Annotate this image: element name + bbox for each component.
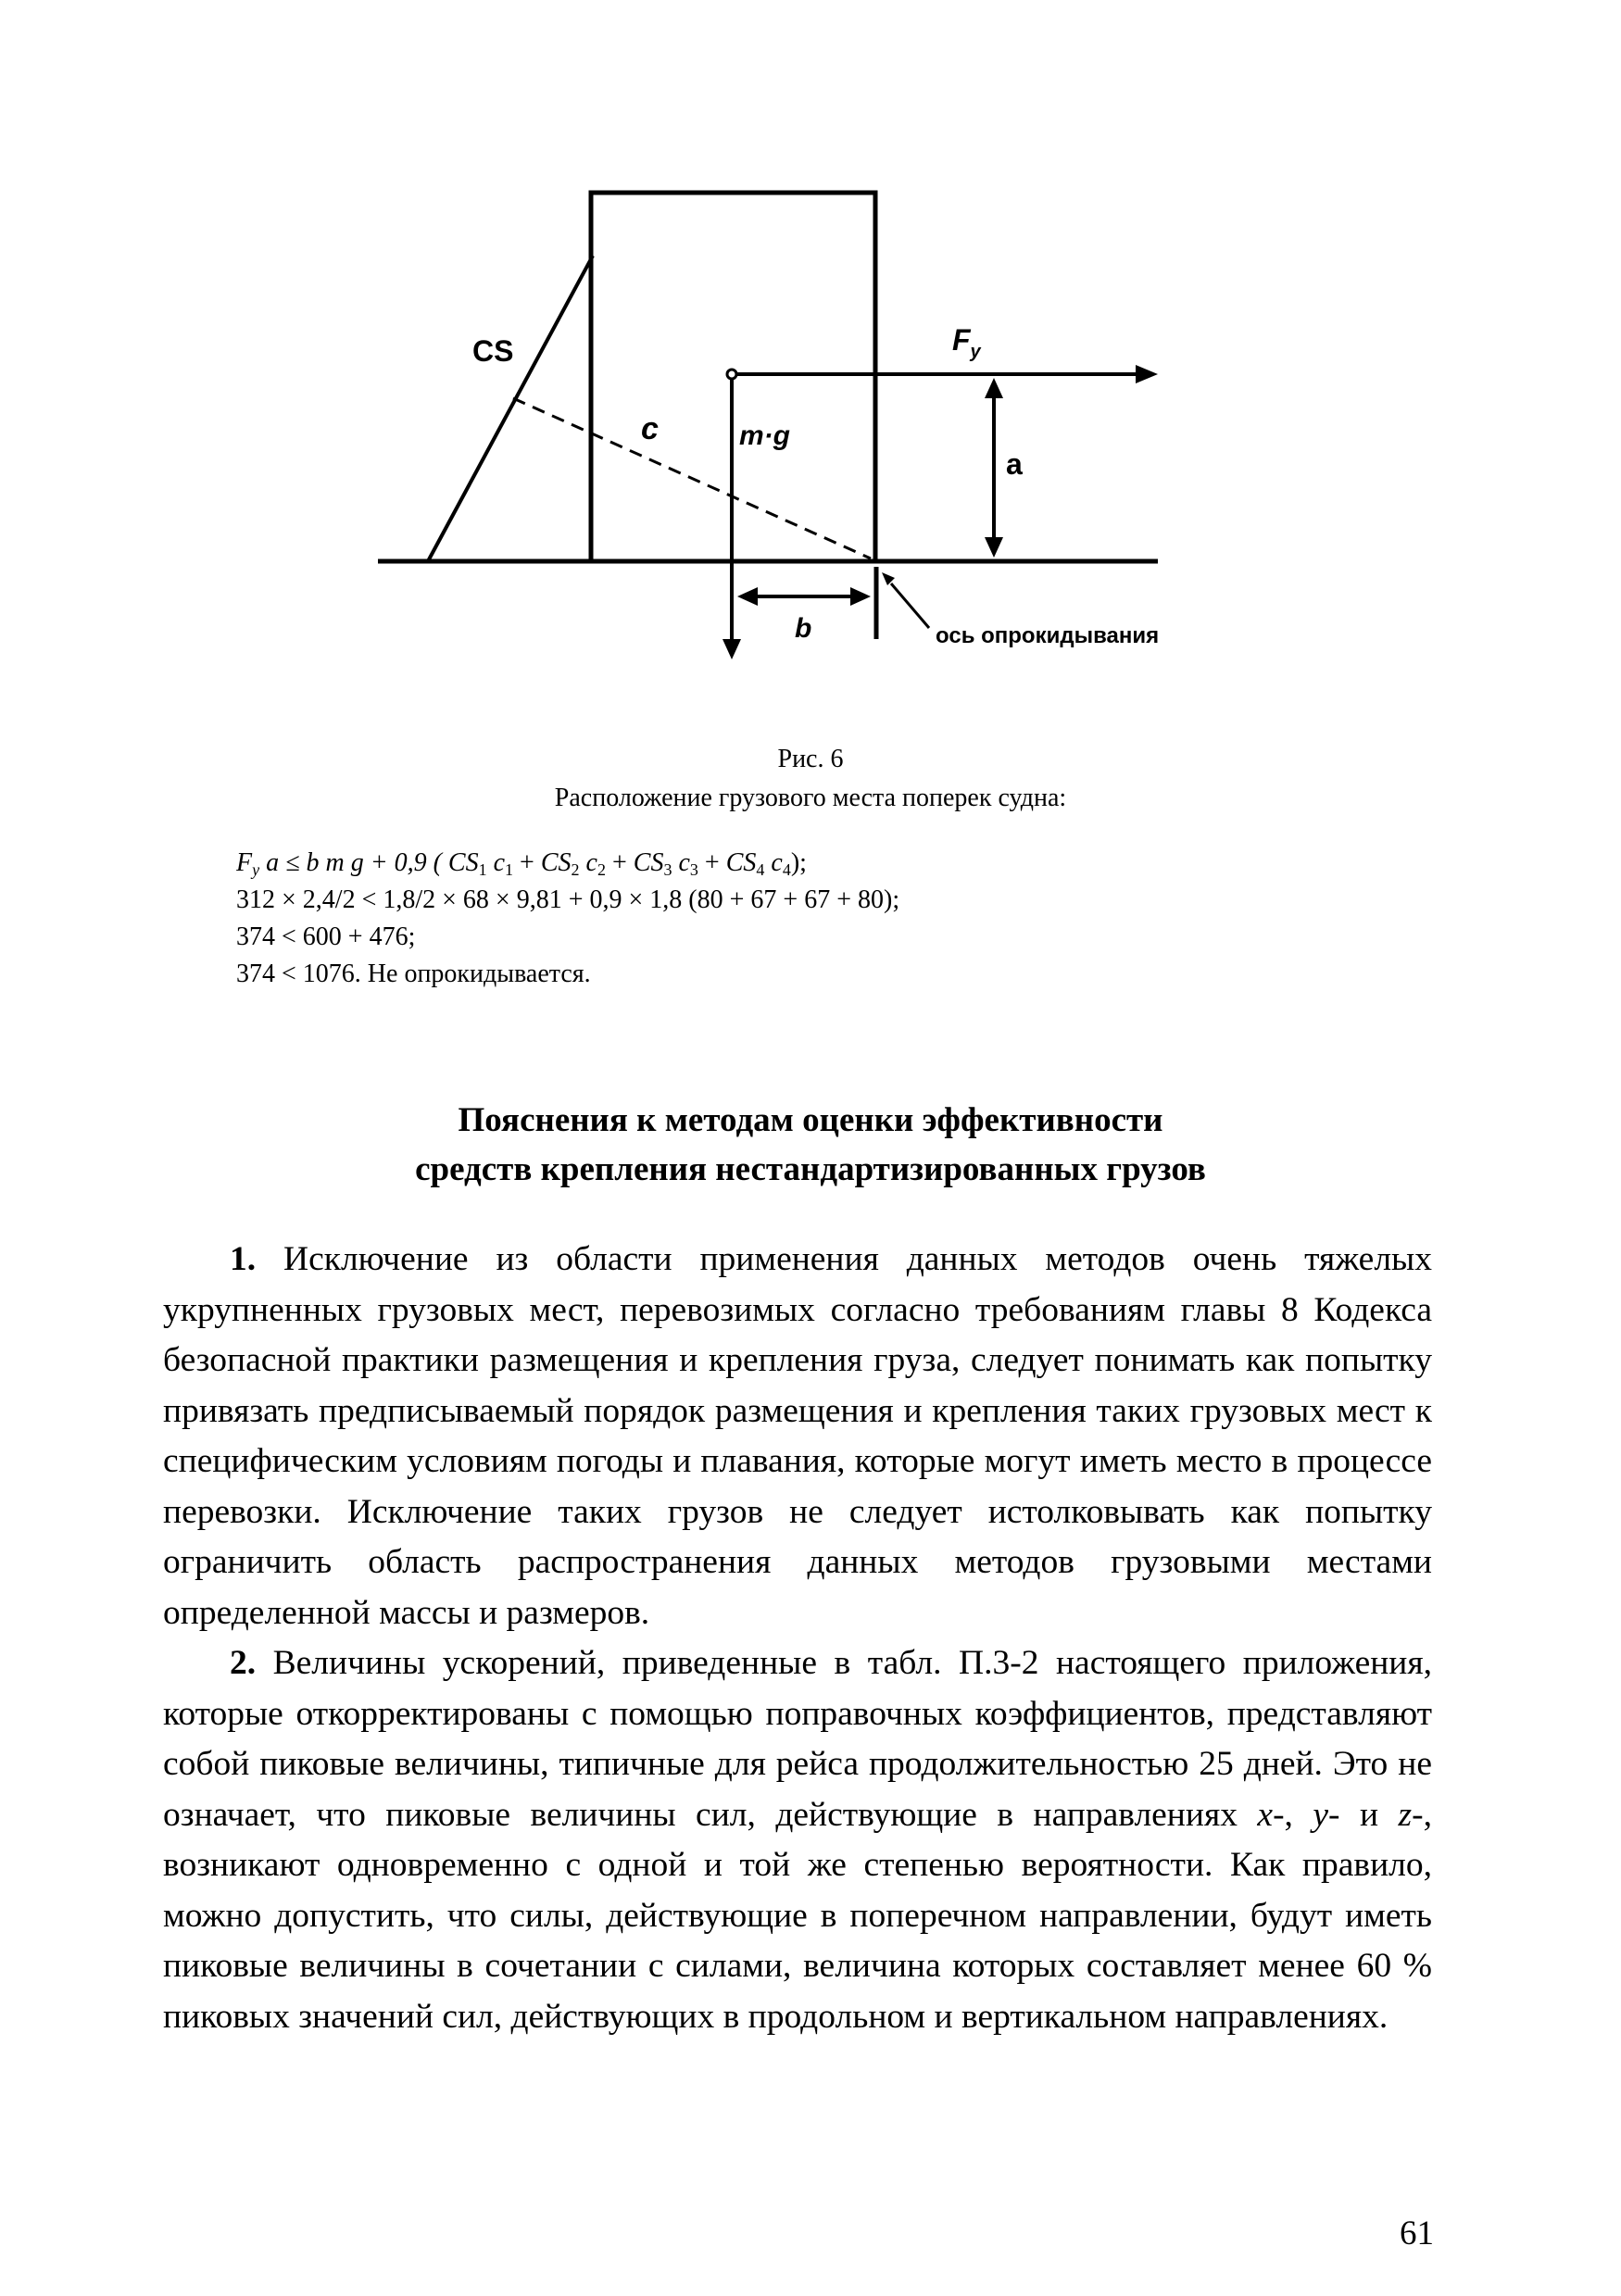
section-heading-line-1: Пояснения к методам оценки эффективности [458, 1101, 1163, 1139]
dimension-a-bottom-arrowhead [985, 537, 1003, 558]
formula-block [236, 845, 899, 993]
figure-caption: Расположение грузового места поперек судна: [554, 784, 1067, 812]
lever-arm-dashed [513, 398, 871, 558]
paragraph-2: 2. Величины ускорений, приведенные в табл. П.3-2 настоящего приложения, которые откорректированы с помощью поправочных коэффициентов, представляют собой пиковые величины, типичные для рейса продолжительностью 25 дней. Это не означает, что пиковые величины сил, действующие в направлениях x-, y- и z-, возникают одновременно с одной и той же степенью вероятности. Как правило, можно допустить, что силы, действующие в поперечном направлении, будут иметь пиковые величины в сочетании с силами, величина которых составляет менее 60 % пиковых значений сил, действующих в продольном и вертикальном направлениях. [163, 1644, 1432, 2036]
formula-line-1: $F_y$ a ≤ b m g + 0,9 ( $CS_1$ $c_1 + CS_2$ $c_2 + CS_3$ $c_3 + CS_4$ $c_4$); [236, 848, 807, 879]
page-number: 61 [1400, 2214, 1434, 2252]
label-fy: $F_y$ [952, 323, 981, 362]
body-text [163, 1235, 1432, 2042]
formula-line-4: 374 < 1076. Не опрокидывается. [236, 960, 591, 988]
label-mg: m·g [739, 420, 790, 451]
label-a: a [1006, 447, 1023, 481]
tipping-axis-pointer [891, 583, 929, 628]
paragraph-1-number: 1. [230, 1240, 257, 1278]
section-heading [0, 1096, 1621, 1194]
center-of-gravity [727, 370, 736, 379]
paragraph-2-number: 2. [230, 1644, 257, 1682]
figure-number: Рис. 6 [777, 745, 844, 773]
lashing-line [428, 256, 593, 561]
dimension-a-top-arrowhead [985, 378, 1003, 398]
label-b: b [795, 613, 812, 644]
dimension-b-right-arrowhead [850, 587, 871, 606]
formula-line-3: 374 < 600 + 476; [236, 922, 416, 951]
force-fy-arrowhead [1136, 365, 1158, 383]
paragraph-1-text: Исключение из области применения данных методов очень тяжелых укрупненных грузовых мест, перевозимых согласно требованиям главы 8 Кодекса безопасной практики размещения и крепления груза, следует понимать как попытку привязать предписываемый порядок размещения и крепления таких грузовых мест к специфическим условиям погоды и плавания, которые могут иметь место в процессе перевозки. Исключение таких грузов не следует истолковывать как попытку ограничить область распространения данных методов грузовыми местами определенной массы и размеров. [163, 1240, 1432, 1632]
label-cs: CS [472, 334, 514, 368]
label-tipping-axis: ось опрокидывания [936, 623, 1160, 648]
paragraph-1 [163, 1235, 1432, 1638]
formula-line-2: 312 × 2,4/2 < 1,8/2 × 68 × 9,81 + 0,9 × 1,8 (80 + 67 + 67 + 80); [236, 885, 900, 914]
tipping-axis-pointer-arrowhead [882, 572, 895, 585]
section-heading-line-2: средств крепления нестандартизированных грузов [415, 1150, 1206, 1188]
cargo-tipping-diagram [0, 0, 1621, 722]
weight-arrowhead [723, 639, 741, 659]
dimension-b-left-arrowhead [737, 587, 758, 606]
label-c: c [641, 411, 659, 446]
